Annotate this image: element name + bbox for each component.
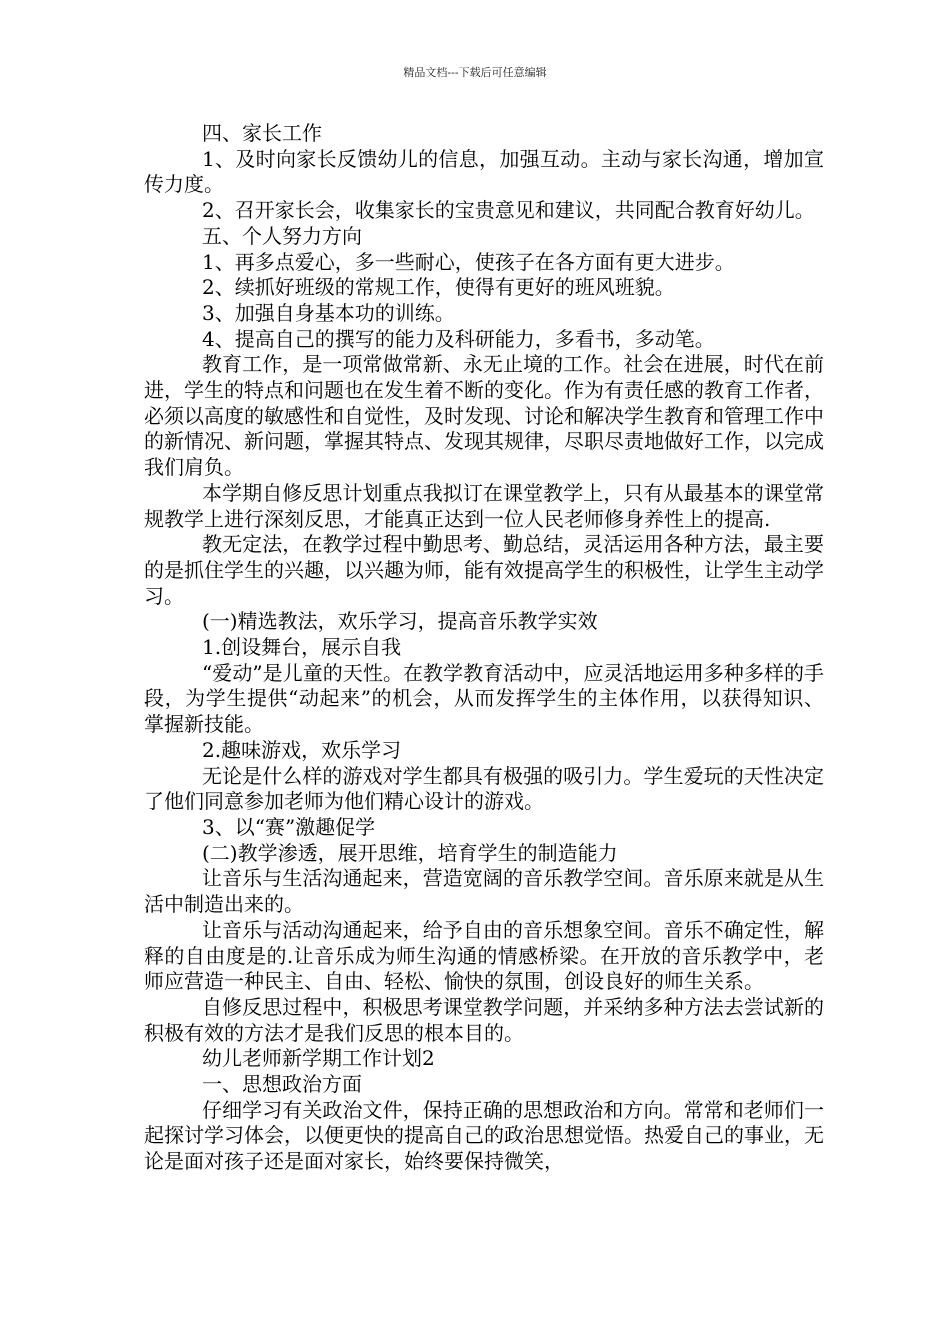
subsection-heading: 3、以“赛”激趣促学 [202, 814, 376, 839]
section-heading-parents-work: 四、家长工作 [202, 121, 322, 145]
document-subtitle: 幼儿老师新学期工作计划2 [202, 1046, 435, 1071]
body-paragraph: 无论是什么样的游戏对学生都具有极强的吸引力。学生爱玩的天性决定了他们同意参加老师为他们精心设计的游戏。 [144, 763, 824, 814]
list-item: 1、及时向家长反馈幼儿的信息，加强互动。主动与家长沟通，增加宣传力度。 [144, 146, 824, 197]
list-item: 2、续抓好班级的常规工作，使得有更好的班风班貌。 [202, 275, 675, 300]
list-item: 4、提高自己的撰写的能力及科研能力，多看书，多动笔。 [202, 326, 715, 351]
body-paragraph: “爱动”是儿童的天性。在教学教育活动中，应灵活地运用多种多样的手段，为学生提供“动起来”的机会，从而发挥学生的主体作用，以获得知识、掌握新技能。 [144, 660, 824, 737]
body-paragraph: 本学期自修反思计划重点我拟订在课堂教学上，只有从最基本的课堂常规教学上进行深刻反思，才能真正达到一位人民老师修身养性上的提高. [144, 480, 824, 531]
list-item: 3、加强自身基本功的训练。 [202, 300, 455, 325]
subsection-heading: 2.趣味游戏，欢乐学习 [202, 737, 402, 762]
subsection-heading: (二)教学渗透，展开思维，培育学生的制造能力 [202, 840, 618, 865]
section-heading-personal-effort: 五、个人努力方向 [202, 223, 362, 248]
subsection-heading: 1.创设舞台，展示自我 [202, 635, 402, 660]
body-paragraph: 让音乐与生活沟通起来，营造宽阔的音乐教学空间。音乐原来就是从生活中制造出来的。 [144, 866, 824, 917]
list-item: 2、召开家长会，收集家长的宝贵意见和建议，共同配合教育好幼儿。 [202, 198, 815, 223]
subsection-heading: (一)精选教法，欢乐学习，提高音乐教学实效 [202, 609, 598, 634]
body-paragraph: 让音乐与活动沟通起来，给予自由的音乐想象空间。音乐不确定性，解释的自由度是的.让音乐成为师生沟通的情感桥梁。在开放的音乐教学中，老师应营造一种民主、自由、轻松、愉快的氛围，创设良好的师生关系。 [144, 917, 824, 994]
body-paragraph: 自修反思过程中，积极思考课堂教学问题，并采纳多种方法去尝试新的积极有效的方法才是我们反思的根本目的。 [144, 994, 824, 1045]
body-paragraph: 教无定法，在教学过程中勤思考、勤总结，灵活运用各种方法，最主要的是抓住学生的兴趣，以兴趣为师，能有效提高学生的积极性，让学生主动学习。 [144, 532, 824, 608]
body-paragraph: 仔细学习有关政治文件，保持正确的思想政治和方向。常常和老师们一起探讨学习体会，以便更快的提高自己的政治思想觉悟。热爱自己的事业，无论是面对孩子还是面对家长，始终要保持微笑， [144, 1097, 824, 1174]
section-heading-political: 一、思想政治方面 [202, 1072, 362, 1097]
page-header: 精品文档---下载后可任意编辑 [403, 66, 547, 79]
body-paragraph: 教育工作，是一项常做常新、永无止境的工作。社会在进展，时代在前进，学生的特点和问题也在发生着不断的变化。作为有责任感的教育工作者，必须以高度的敏感性和自觉性，及时发现、讨论和解决学生教育和管理工作中的新情况、新问题，掌握其特点、发现其规律，尽职尽责地做好工作，以完成我们肩负。 [144, 352, 824, 480]
list-item: 1、再多点爱心，多一些耐心，使孩子在各方面有更大进步。 [202, 249, 735, 274]
document-body [144, 121, 824, 1175]
